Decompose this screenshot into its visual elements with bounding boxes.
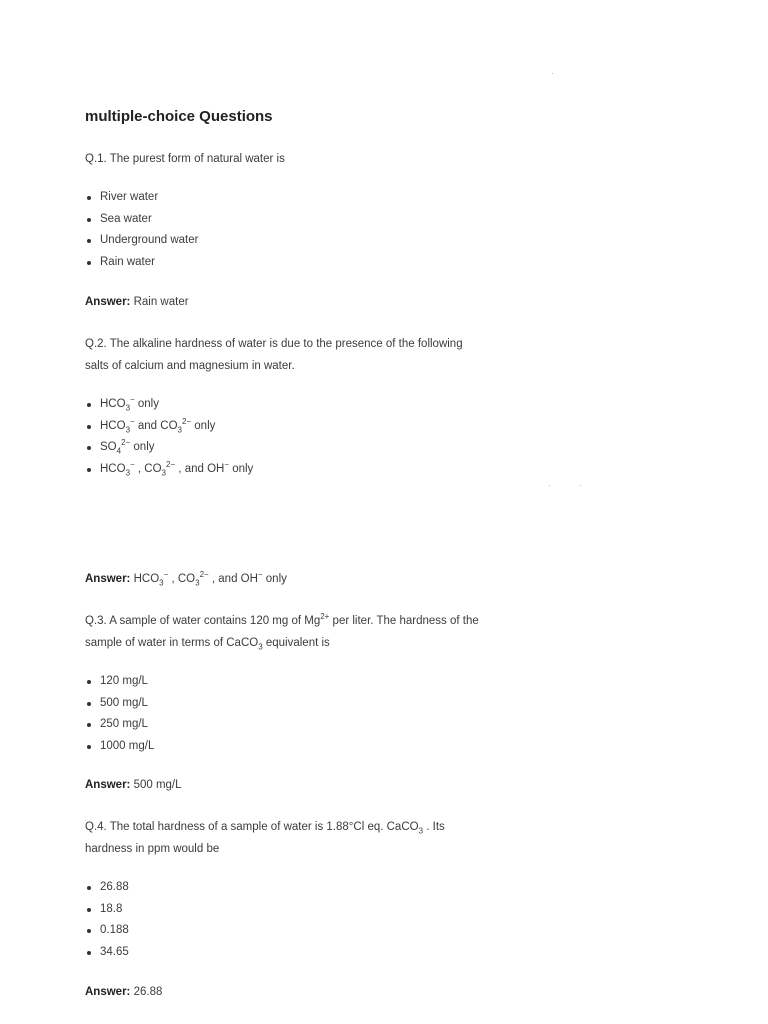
answer-value: Rain water [133,296,189,308]
question-4-options [85,877,129,963]
list-item: 250 mg/L [85,714,154,736]
question-3-answer [85,779,182,791]
question-4-answer [85,986,162,998]
answer-label: Answer: [85,986,131,998]
list-item: 1000 mg/L [85,736,154,758]
list-item: River water [85,187,198,209]
question-4-text: Q.4. The total hardness of a sample of water is 1.88°Cl eq. CaCO$_3$ . Its hardness in ppm would be [85,821,445,855]
question-2-text [85,333,505,377]
question-2-answer: Answer: $HCO_3^-$ , $CO_3^{2-}$ , and OH− only [85,570,287,588]
list-item: $HCO_3^-$ , $CO_3^{2-}$ , and OH− only [85,459,253,481]
section-heading: multiple-choice Questions [85,108,273,125]
decorative-dot [552,73,553,74]
list-item: $HCO_3^-$ only [85,394,253,416]
question-2-line-1: Q.2. The alkaline hardness of water is due to the presence of the following [85,338,463,350]
list-item: 18.8 [85,899,129,921]
question-1-text: Q.1. The purest form of natural water is [85,153,285,165]
list-item: 26.88 [85,877,129,899]
list-item: Underground water [85,230,198,252]
question-3-text: Q.3. A sample of water contains 120 mg of $Mg^{2+}$ per liter. The hardness of the sample of water in terms of CaCO$_3$ equivalent is [85,612,479,652]
list-item: 500 mg/L [85,693,154,715]
question-1-answer [85,296,189,308]
question-2-options [85,394,253,480]
question-1-options [85,187,198,273]
question-3-options [85,671,154,757]
answer-label: Answer: [85,573,131,585]
answer-value: 26.88 [133,986,163,998]
list-item: Rain water [85,252,198,274]
list-item: 120 mg/L [85,671,154,693]
answer-value: 500 mg/L [133,779,182,791]
question-2-line-2: salts of calcium and magnesium in water. [85,360,295,372]
answer-label: Answer: [85,296,131,308]
decorative-dot [549,485,550,486]
list-item: 34.65 [85,942,129,964]
list-item: 0.188 [85,920,129,942]
list-item: $HCO_3^-$ and $CO_3^{2-}$ only [85,416,253,438]
answer-label: Answer: [85,779,131,791]
decorative-dot [580,485,581,486]
list-item: Sea water [85,209,198,231]
list-item: $SO_4^{2-}$ only [85,437,253,459]
